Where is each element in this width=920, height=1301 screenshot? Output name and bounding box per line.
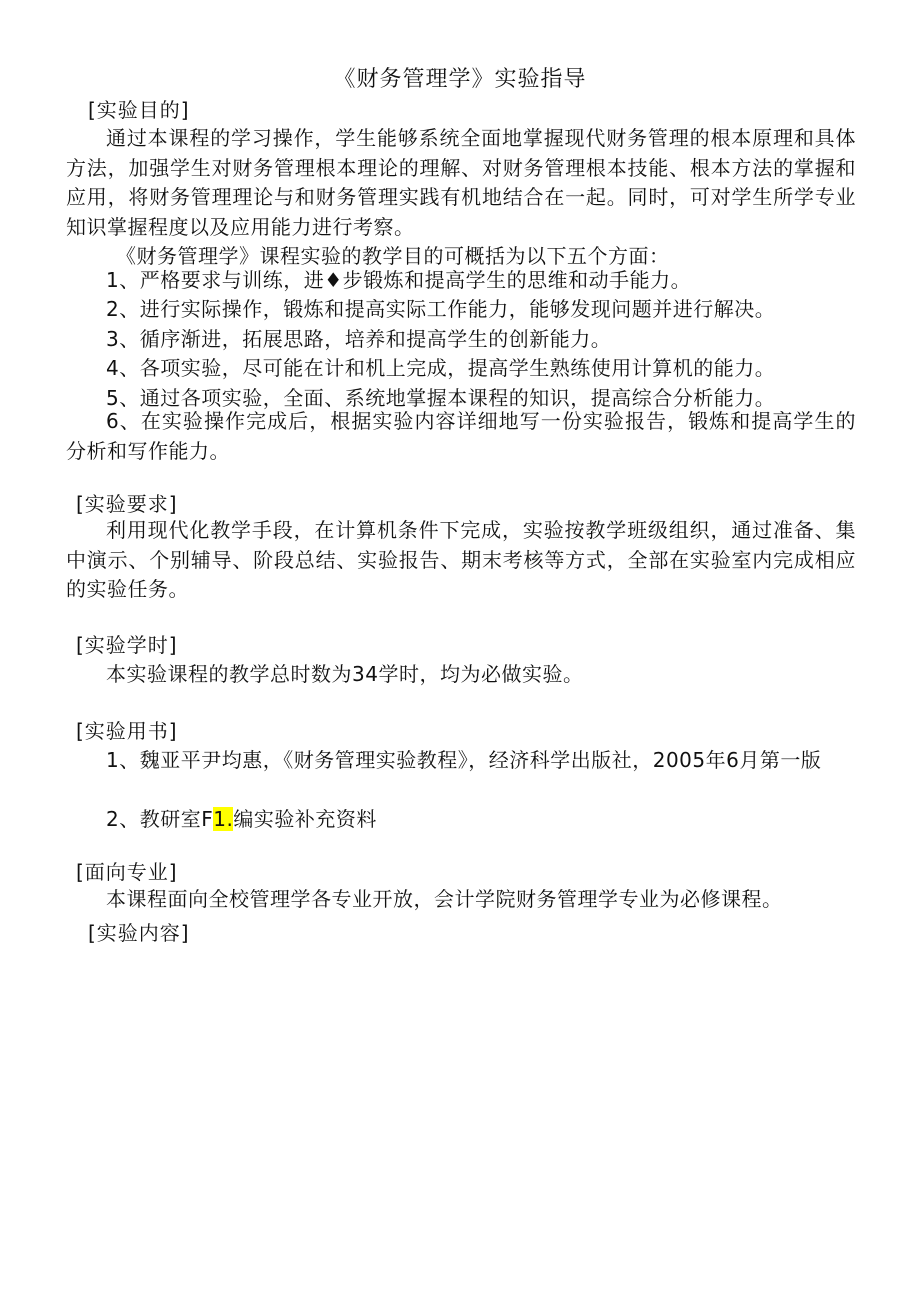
- purpose-item-5: 5、通过各项实验，全面、系统地掌握本课程的知识，提高综合分析能力。: [106, 386, 776, 410]
- book-item-2-text-after: 编实验补充资料: [233, 807, 377, 831]
- hours-paragraph: 本实验课程的教学总时数为34学时，均为必做实验。: [106, 662, 584, 686]
- book-item-1: 1、魏亚平尹均惠，《财务管理实验教程》，经济科学出版社，2005年6月第一版: [106, 748, 822, 772]
- book-item-2: [106, 805, 890, 835]
- purpose-item-6: 6、在实验操作完成后，根据实验内容详细地写一份实验报告，锻炼和提高学生的分析和写作能力。: [66, 409, 856, 463]
- heading-purpose: [实验目的]: [88, 98, 190, 122]
- major-paragraph: 本课程面向全校管理学各专业开放，会计学院财务管理学专业为必修课程。: [106, 887, 783, 911]
- purpose-intro: 《财务管理学》课程实验的教学目的可概括为以下五个方面：: [116, 244, 670, 268]
- heading-hours: [实验学时]: [76, 633, 178, 657]
- heading-content: [实验内容]: [88, 921, 190, 945]
- purpose-item-4: 4、各项实验，尽可能在计和机上完成，提高学生熟练使用计算机的能力。: [106, 356, 776, 380]
- purpose-item-1: 1、严格要求与训练，进♦步锻炼和提高学生的思维和动手能力。: [106, 268, 692, 292]
- heading-major: [面向专业]: [76, 860, 178, 884]
- purpose-item-3: 3、循序渐进，拓展思路，培养和提高学生的创新能力。: [106, 327, 612, 351]
- document-title: 《财务管理学》实验指导: [333, 67, 587, 92]
- heading-requirements: [实验要求]: [76, 492, 178, 516]
- heading-books: [实验用书]: [76, 719, 178, 743]
- book-item-2-text-before: 2、教研室F: [106, 807, 214, 831]
- highlighted-text: 1.: [213, 807, 234, 831]
- purpose-item-2: 2、进行实际操作，锻炼和提高实际工作能力，能够发现问题并进行解决。: [106, 297, 776, 321]
- purpose-paragraph: 通过本课程的学习操作，学生能够系统全面地掌握现代财务管理的根本原理和具体方法，加强学生对财务管理根本理论的理解、对财务管理根本技能、根本方法的掌握和应用，将财务管理理论与和财务管理实践有机地结合在一起。同时，可对学生所学专业知识掌握程度以及应用能力进行考察。: [66, 126, 856, 239]
- requirements-paragraph: 利用现代化教学手段，在计算机条件下完成，实验按教学班级组织，通过准备、集中演示、个别辅导、阶段总结、实验报告、期末考核等方式，全部在实验室内完成相应的实验任务。: [66, 518, 856, 601]
